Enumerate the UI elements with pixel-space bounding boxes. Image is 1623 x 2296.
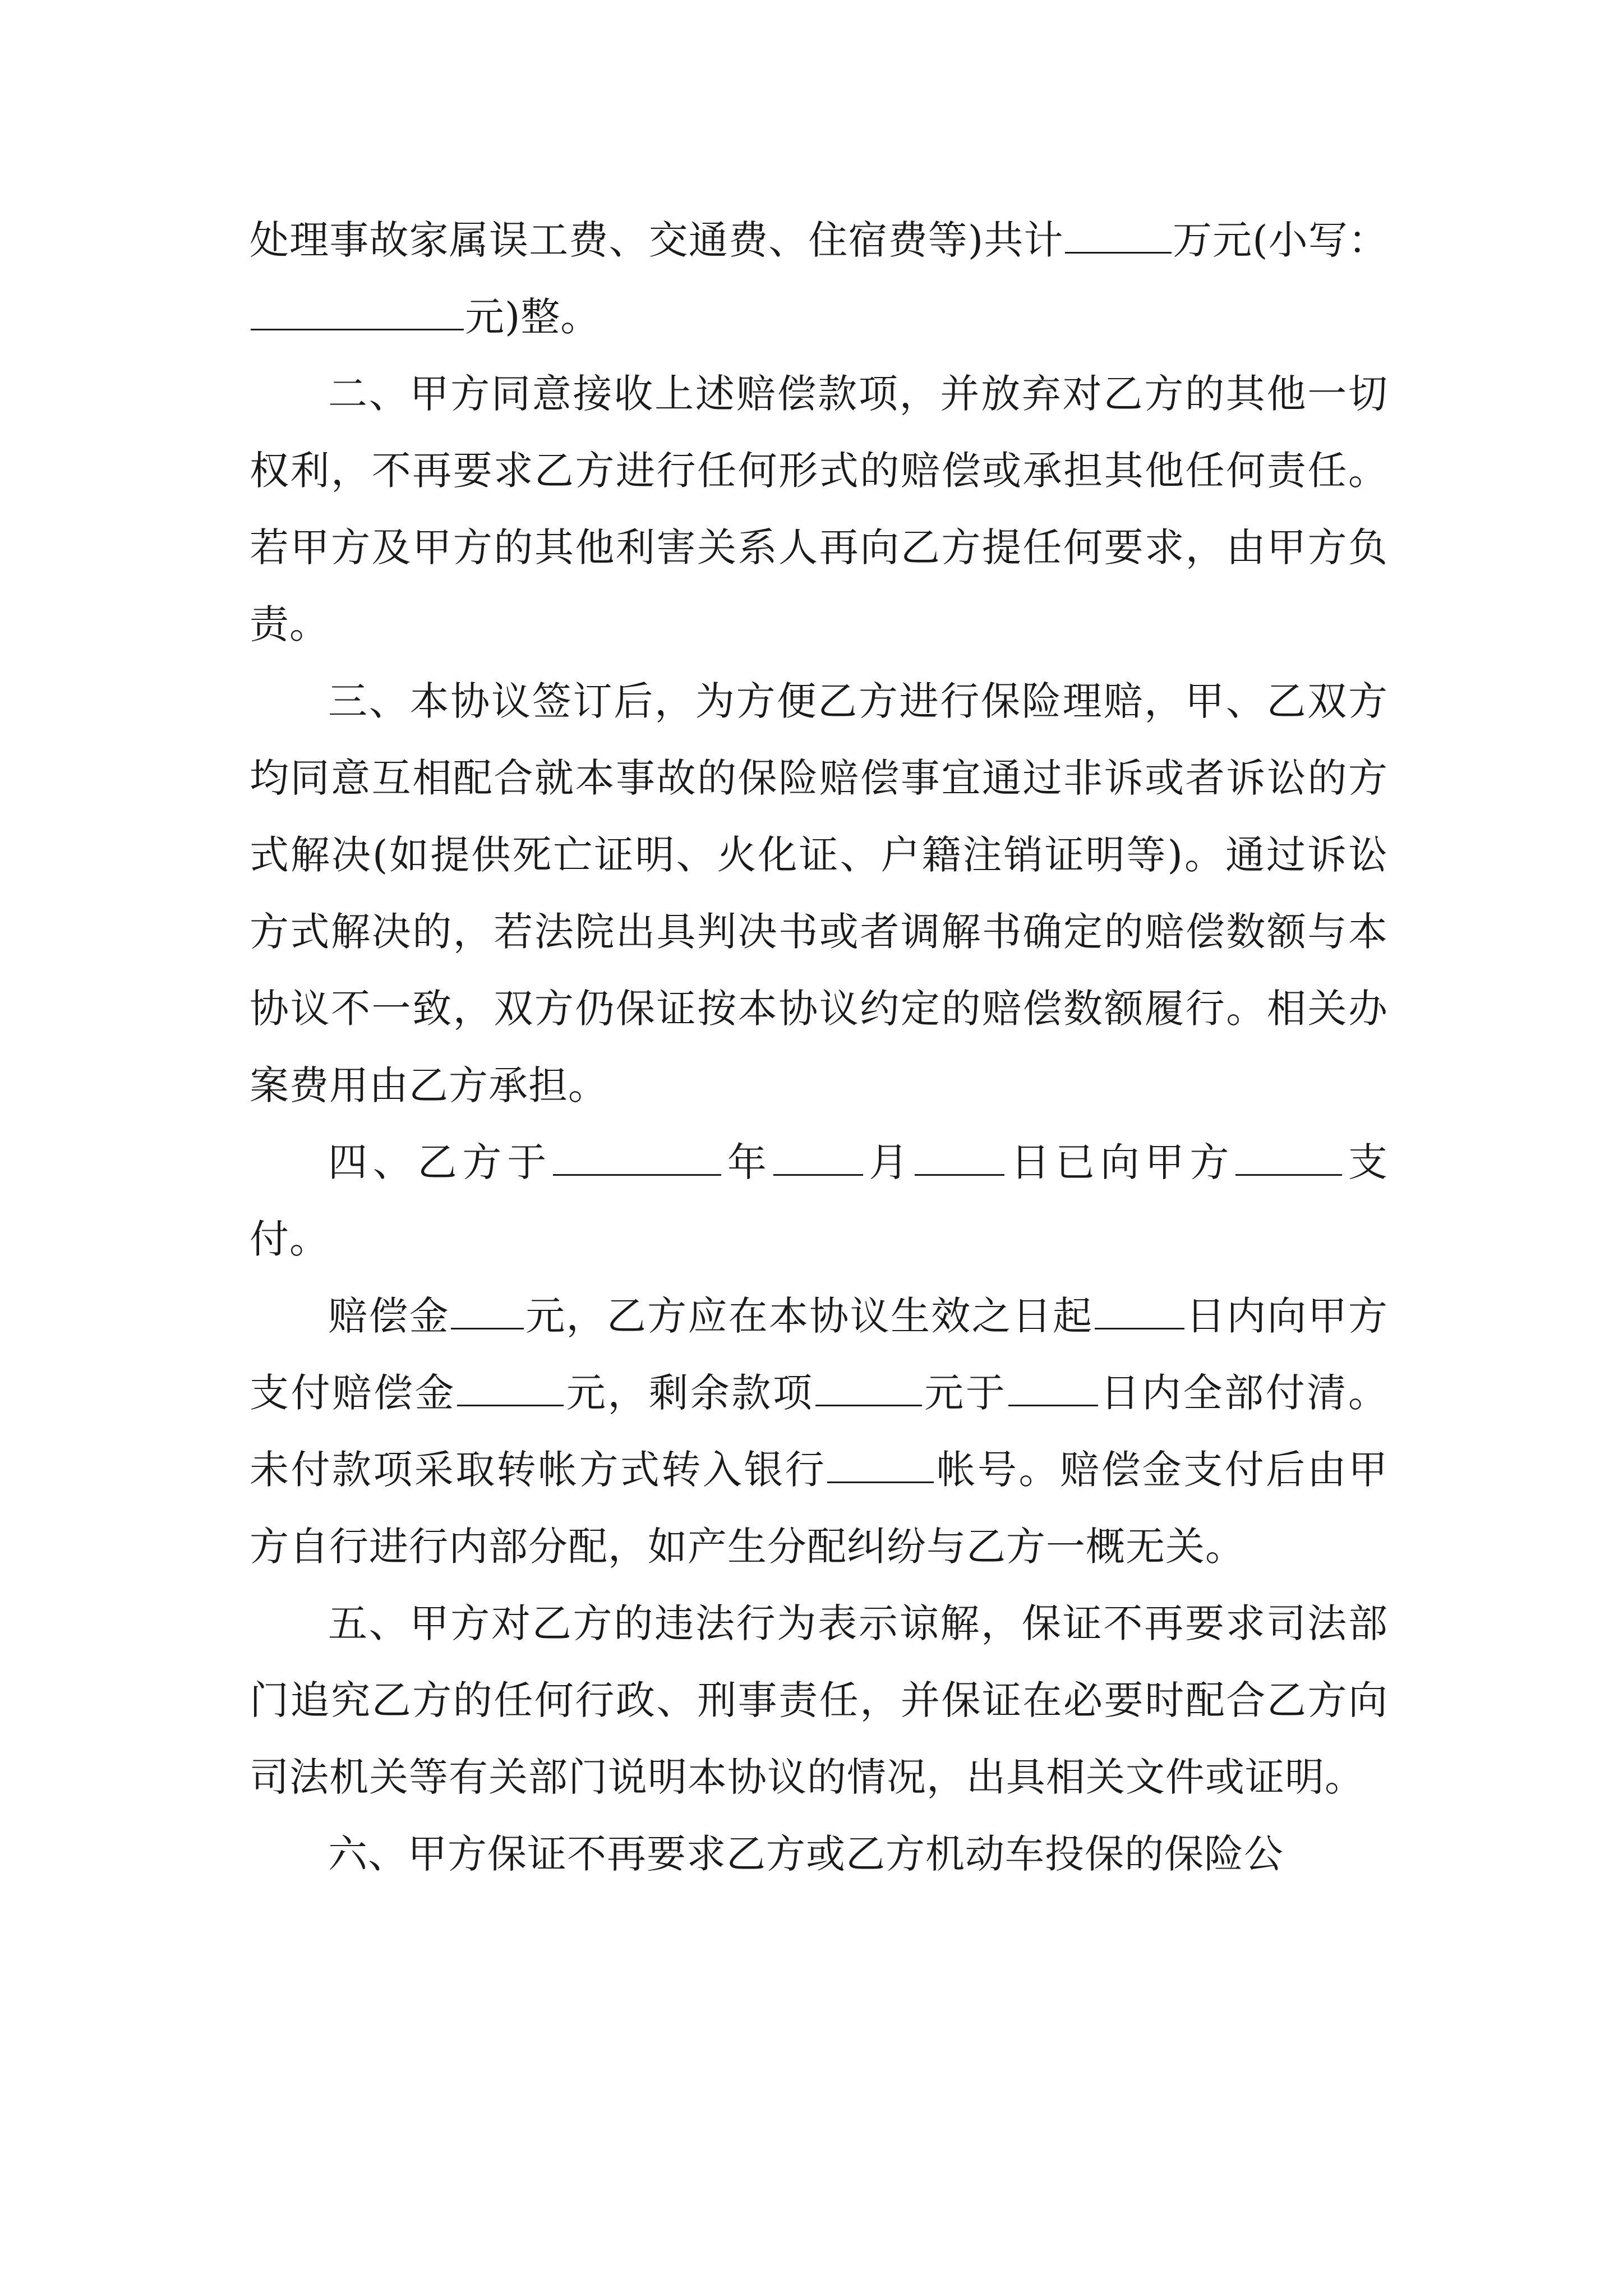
paragraph-clause-5: 五、甲方对乙方的违法行为表示谅解，保证不再要求司法部门追究乙方的任何行政、刑事责任，并保证在必要时配合乙方向司法机关等有关部门说明本协议的情况，出具相关文件或证明。 xyxy=(250,1600,1388,1800)
text-fragment: 日已向甲方 xyxy=(1006,1139,1235,1185)
blank-days xyxy=(1095,1292,1184,1329)
blank-day xyxy=(915,1139,1004,1176)
blank-compensation xyxy=(451,1292,524,1329)
blank-month xyxy=(773,1139,863,1176)
blank-remaining xyxy=(815,1369,922,1406)
text-fragment: 元于 xyxy=(923,1370,1007,1416)
text-fragment: 帐号。赔偿金支付后由甲方自行进行内部分配，如产生分配纠纷与乙方一概无关。 xyxy=(250,1447,1389,1570)
text-fragment: 支付。 xyxy=(250,1139,1388,1262)
text-fragment: 月 xyxy=(864,1139,914,1185)
paragraph-clause-3: 三、本协议签订后，为方便乙方进行保险理赔，甲、乙双方均同意互相配合就本事故的保险赔偿事宜通过非诉或者诉讼的方式解决(如提供死亡证明、火化证、户籍注销证明等)。通过诉讼方式解决的，若法院出具判决书或者调解书确定的赔偿数额与本协议不一致，双方仍保证按本协议约定的赔偿数额履行。相关办案费用由乙方承担。 xyxy=(250,678,1388,1108)
paragraph-clause-6: 六、甲方保证不再要求乙方或乙方机动车投保的保险公 xyxy=(328,1831,1284,1877)
text-fragment: 年 xyxy=(722,1139,772,1185)
blank-amount-yuan xyxy=(251,293,464,330)
blank-account xyxy=(827,1446,934,1483)
blank-payee xyxy=(1235,1139,1342,1176)
text-fragment: 元)整。 xyxy=(465,294,601,340)
text-fragment: 处理事故家属误工费、交通费、住宿费等)共计 xyxy=(250,217,1064,263)
text-fragment: 元，乙方应在本协议生效之日起 xyxy=(524,1293,1094,1339)
text-fragment: 万元(小写： xyxy=(1172,217,1389,263)
text-fragment: 四、乙方于 xyxy=(328,1139,552,1185)
blank-first-payment xyxy=(457,1369,564,1406)
text-fragment: 赔偿金 xyxy=(328,1293,450,1339)
blank-year xyxy=(553,1139,721,1176)
text-fragment: 元，剩余款项 xyxy=(565,1370,814,1416)
text-fragment: 日内向甲方支付赔偿金 xyxy=(250,1293,1389,1416)
paragraph-clause-4 xyxy=(250,1124,1388,1278)
text-fragment: 日内全部付清。未付款项采取转帐方式转入银行 xyxy=(250,1370,1389,1493)
paragraph-clause-2: 二、甲方同意接收上述赔偿款项，并放弃对乙方的其他一切权利，不再要求乙方进行任何形式的赔偿或承担其他任何责任。若甲方及甲方的其他利害关系人再向乙方提任何要求，由甲方负责。 xyxy=(250,371,1388,647)
paragraph-payment-terms xyxy=(250,1278,1388,1585)
blank-final-days xyxy=(1008,1369,1098,1406)
agreement-body xyxy=(250,202,1388,1893)
blank-amount-wan xyxy=(1065,217,1172,254)
paragraph-compensation-total xyxy=(250,202,1388,356)
